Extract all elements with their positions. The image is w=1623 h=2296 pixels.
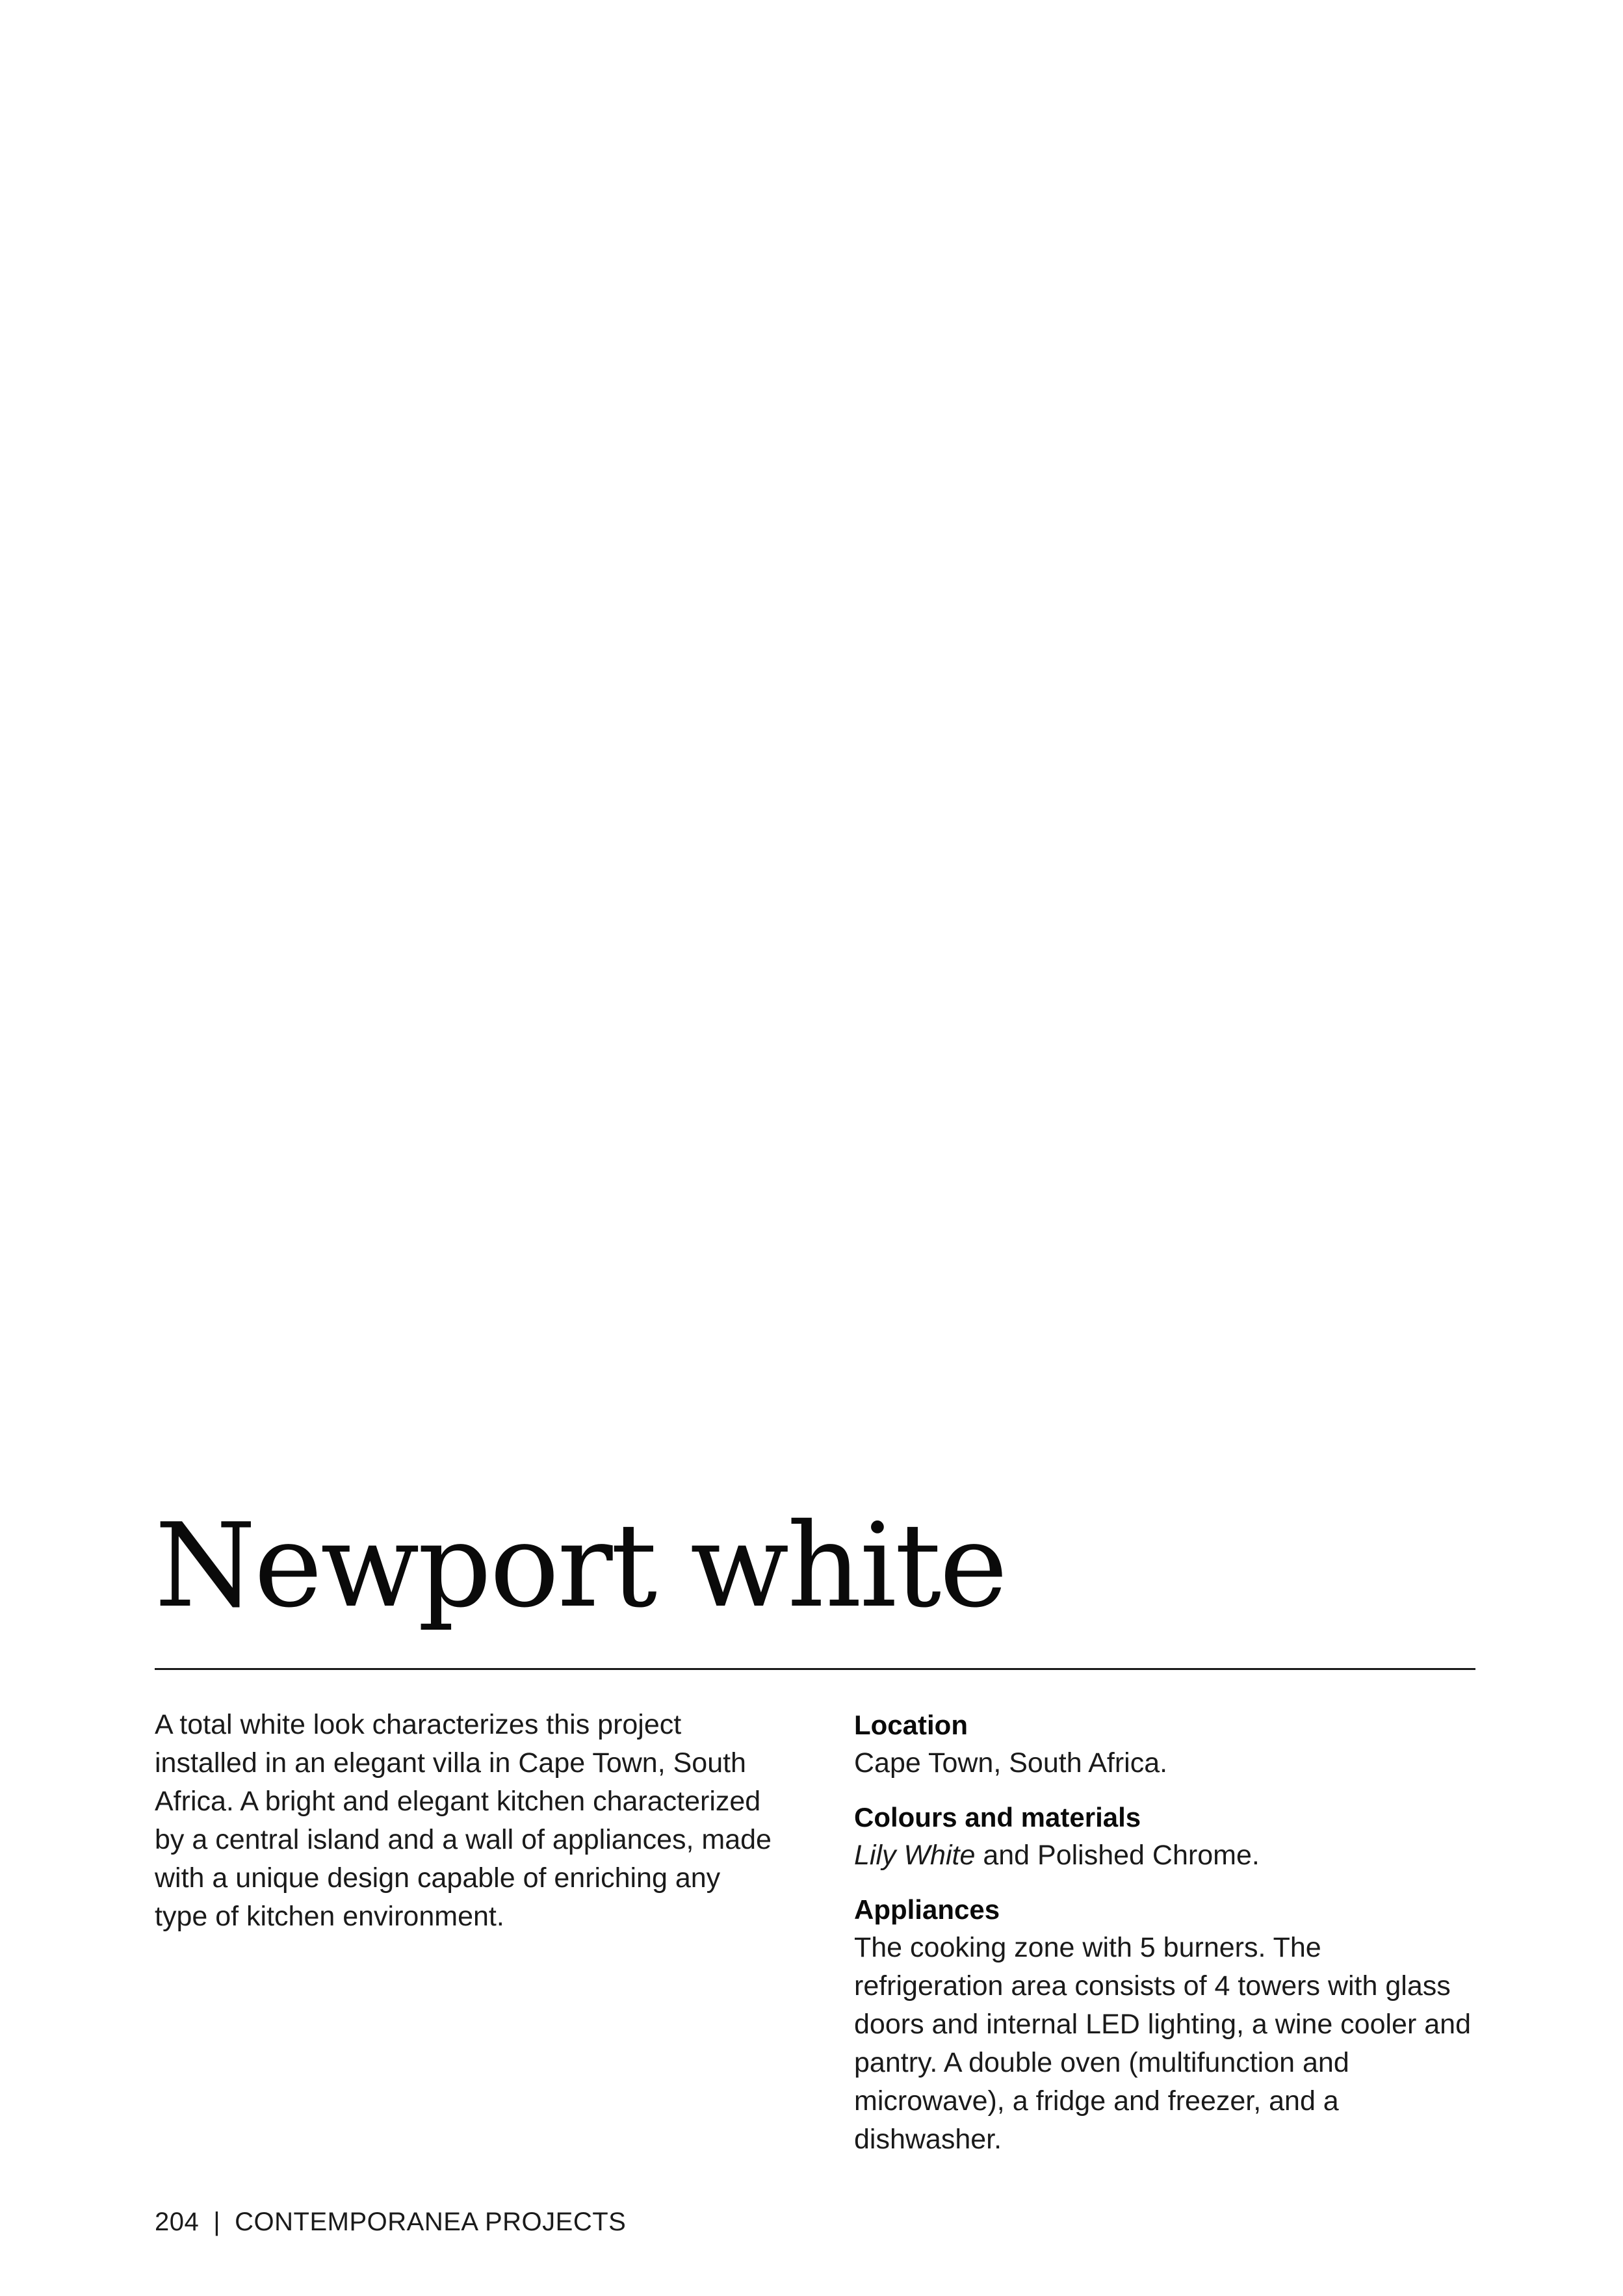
footer-separator: |	[213, 2208, 221, 2236]
project-specs	[854, 1706, 1478, 2174]
spec-appliances-label: Appliances	[854, 1894, 1000, 1925]
spec-appliances-value: The cooking zone with 5 burners. The refrigeration area consists of 4 towers with glass doors and internal LED lighting, a wine cooler and pantry. A double oven (multifunction and microwave), a fridge and freezer, and a dishwasher.	[854, 1932, 1471, 2155]
spec-colours-rest: and Polished Chrome.	[975, 1840, 1260, 1871]
spec-colours	[854, 1798, 1478, 1875]
spec-location-value: Cape Town, South Africa.	[854, 1747, 1168, 1779]
page-title: Newport white	[155, 1498, 1006, 1633]
intro-paragraph: A total white look characterizes this project installed in an elegant villa in Cape Town, South Africa. A bright and elegant kitchen characterized by a central island and a wall of appliances, made with a unique design capable of enriching any type of kitchen environment.	[155, 1709, 772, 1932]
spec-location-label: Location	[854, 1710, 968, 1740]
spec-colours-value	[854, 1836, 1478, 1875]
page-number: 204	[155, 2208, 200, 2236]
spec-colours-finish-name: Lily White	[854, 1840, 976, 1871]
page-footer	[155, 2206, 626, 2238]
spec-appliances	[854, 1890, 1478, 2159]
spec-colours-label: Colours and materials	[854, 1802, 1141, 1833]
publication-name: CONTEMPORANEA PROJECTS	[235, 2208, 627, 2236]
title-divider	[155, 1668, 1475, 1670]
spec-location	[854, 1706, 1478, 1782]
